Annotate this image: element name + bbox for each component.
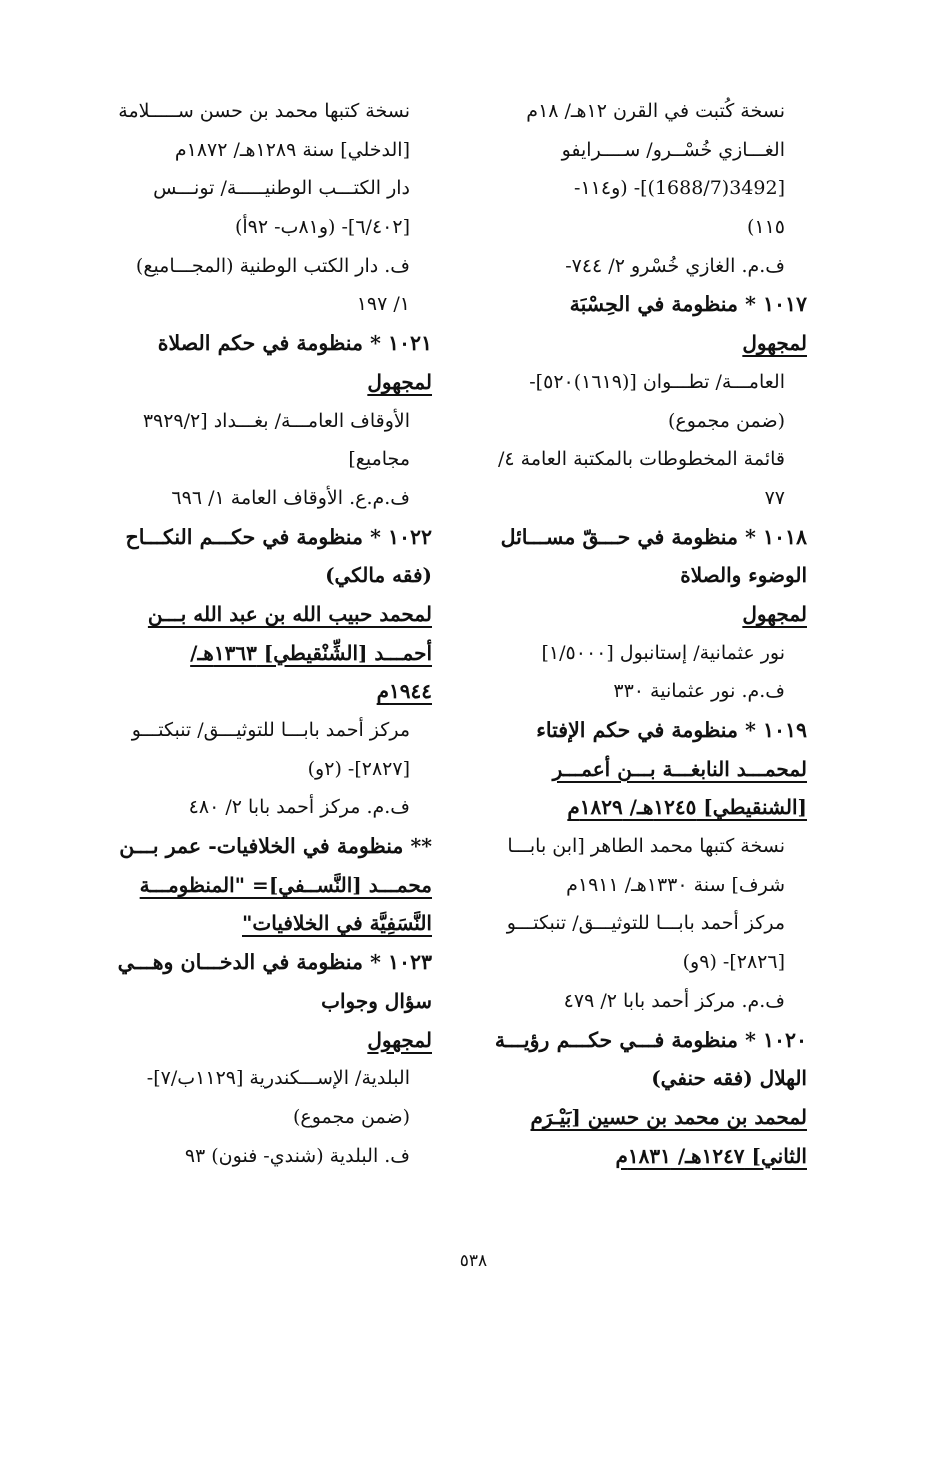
left-text-line: البلدية/ الإســـكندرية [١١٢٩ب/٧]- <box>146 1067 410 1090</box>
left-entry-heading: ١٠٢٣ * منظومة في الدخـــان وهـــي <box>117 950 432 975</box>
right-text-line: شرف] سنة ١٣٣٠هـ/ ١٩١١م <box>566 873 785 896</box>
left-column <box>92 92 432 1175</box>
left-text-line: مجاميع] <box>348 448 410 471</box>
right-text-line: ف.م. الغازي خُسْرو ٢/ ٧٤٤- <box>565 254 785 277</box>
left-text-line: دار الكتـــب الوطنيـــــة/ تونـــس <box>153 177 410 200</box>
page-number: ٥٣٨ <box>459 1251 488 1271</box>
right-text-line: ف.م. مركز أحمد بابا ٢/ ٤٧٩ <box>563 989 785 1012</box>
right-text-line: نسخة كُتبت في القرن ١٢هـ/ ١٨م <box>526 100 785 122</box>
left-text-line: ف. دار الكتب الوطنية (المجـــاميع) <box>135 254 410 277</box>
left-author-line: محمـــد [النَّســفي]= "المنظومـــة <box>139 872 432 897</box>
left-text-line: [٢٨٢٧]- (٢و) <box>307 757 410 780</box>
right-author-line: [الشنقيطي] ١٢٤٥هـ/ ١٨٢٩م <box>567 795 807 820</box>
right-entry-subtitle: الهلال (فقه حنفي) <box>651 1066 807 1091</box>
right-text-line: (ضمن مجموع) <box>667 409 785 432</box>
right-entry-heading: ١٠١٩ * منظومة في حكم الإفتاء <box>536 718 807 742</box>
right-author-line: الثاني] ١٢٤٧هـ/ ١٨٣١م <box>615 1143 807 1168</box>
right-text-line: ف.م. نور عثمانية ٣٣٠ <box>613 680 785 703</box>
left-text-line: [الدخلي] سنة ١٢٨٩هـ/ ١٨٧٢م <box>174 138 410 161</box>
right-entry-heading: ١٠٢٠ * منظومة فـــي حكـــم رؤيـــة <box>494 1027 807 1052</box>
left-author-line: النَّسَفِيَّة في الخلافيات" <box>242 911 432 936</box>
right-entry-subtitle: الوضوء والصلاة <box>680 563 807 588</box>
right-text-line: [3492(1688/7)]- (و١١٤- <box>574 177 785 200</box>
left-text-line: مركز أحمد بابـــا للتوثيـــق/ تنبكتـــو <box>131 719 410 741</box>
right-text-line: قائمة المخطوطات بالمكتبة العامة ٤/ <box>497 448 785 471</box>
right-text-line: الغـــازي خُسْــرو/ ســــرايفو <box>561 138 785 161</box>
left-text-line: ١/ ١٩٧ <box>356 293 410 316</box>
left-text-line: ف.م. مركز أحمد بابا ٢/ ٤٨٠ <box>188 796 410 819</box>
left-author-line: ١٩٤٤م <box>376 679 432 704</box>
left-author-line: لمحمد حبيب الله بن عبد الله بـــن <box>147 601 432 626</box>
right-text-line: مركز أحمد بابـــا للتوثيـــق/ تنبكتـــو <box>506 912 785 935</box>
right-text-line: نسخة كتبها محمد الطاهر [ابن بابـــا <box>507 835 785 858</box>
left-entry-heading: ١٠٢٢ * منظومة في حكـــم النكـــاح <box>125 524 432 549</box>
left-author-line: أحمـــد [الشِّنْقيطي] ١٣٦٣هـ/ <box>190 640 432 665</box>
right-text-line: ١١٥) <box>746 216 785 239</box>
left-entry-heading: ١٠٢١ * منظومة في حكم الصلاة <box>157 331 432 356</box>
left-entry-subtitle: سؤال وجواب <box>321 988 432 1013</box>
left-author-line: لمجهول <box>367 1027 432 1052</box>
left-author-line: لمجهول <box>367 369 432 394</box>
right-author-line: لمحمـــد النابغـــة بـــن أعمـــر <box>552 756 807 781</box>
right-text-line: [٢٨٢٦]- (٩و) <box>682 951 785 974</box>
right-entry-heading: ١٠١٧ * منظومة في الحِسْبَة <box>569 292 807 317</box>
right-author-line: لمجهول <box>742 331 807 356</box>
left-text-line: ف.م.ع. الأوقاف العامة ١/ ٦٩٦ <box>171 486 410 509</box>
left-entry-heading: ** منظومة في الخلافيات- عمر بـــن <box>119 834 432 859</box>
left-text-line: ف. البلدية (شندي- فنون) ٩٣ <box>184 1144 410 1167</box>
right-entry-heading: ١٠١٨ * منظومة في حـــقّ مســـائل <box>500 524 807 549</box>
right-text-line: العامـــة/ تطـــوان [(١٦١٩)٥٢٠]- <box>529 370 785 393</box>
left-entry-subtitle: (فقه مالكي) <box>325 563 432 588</box>
left-text-line: نسخة كتبها محمد بن حسن ســـــلامة <box>118 100 410 122</box>
right-author-line: لمجهول <box>742 601 807 626</box>
right-column <box>467 92 807 1175</box>
right-text-line: نور عثمانية/ إستانبول [١/٥٠٠٠] <box>541 641 785 664</box>
left-text-line: (ضمن مجموع) <box>292 1105 410 1128</box>
left-text-line: [٦/٤٠٢]- (و٨١ب- ٩٢أ) <box>234 216 410 239</box>
left-text-line: الأوقاف العامـــة/ بغـــداد [٣٩٢٩/٢ <box>142 409 410 432</box>
right-text-line: ٧٧ <box>764 486 785 509</box>
right-author-line: لمحمد بن محمد بن حسين [بَيْـرَم <box>530 1104 807 1129</box>
